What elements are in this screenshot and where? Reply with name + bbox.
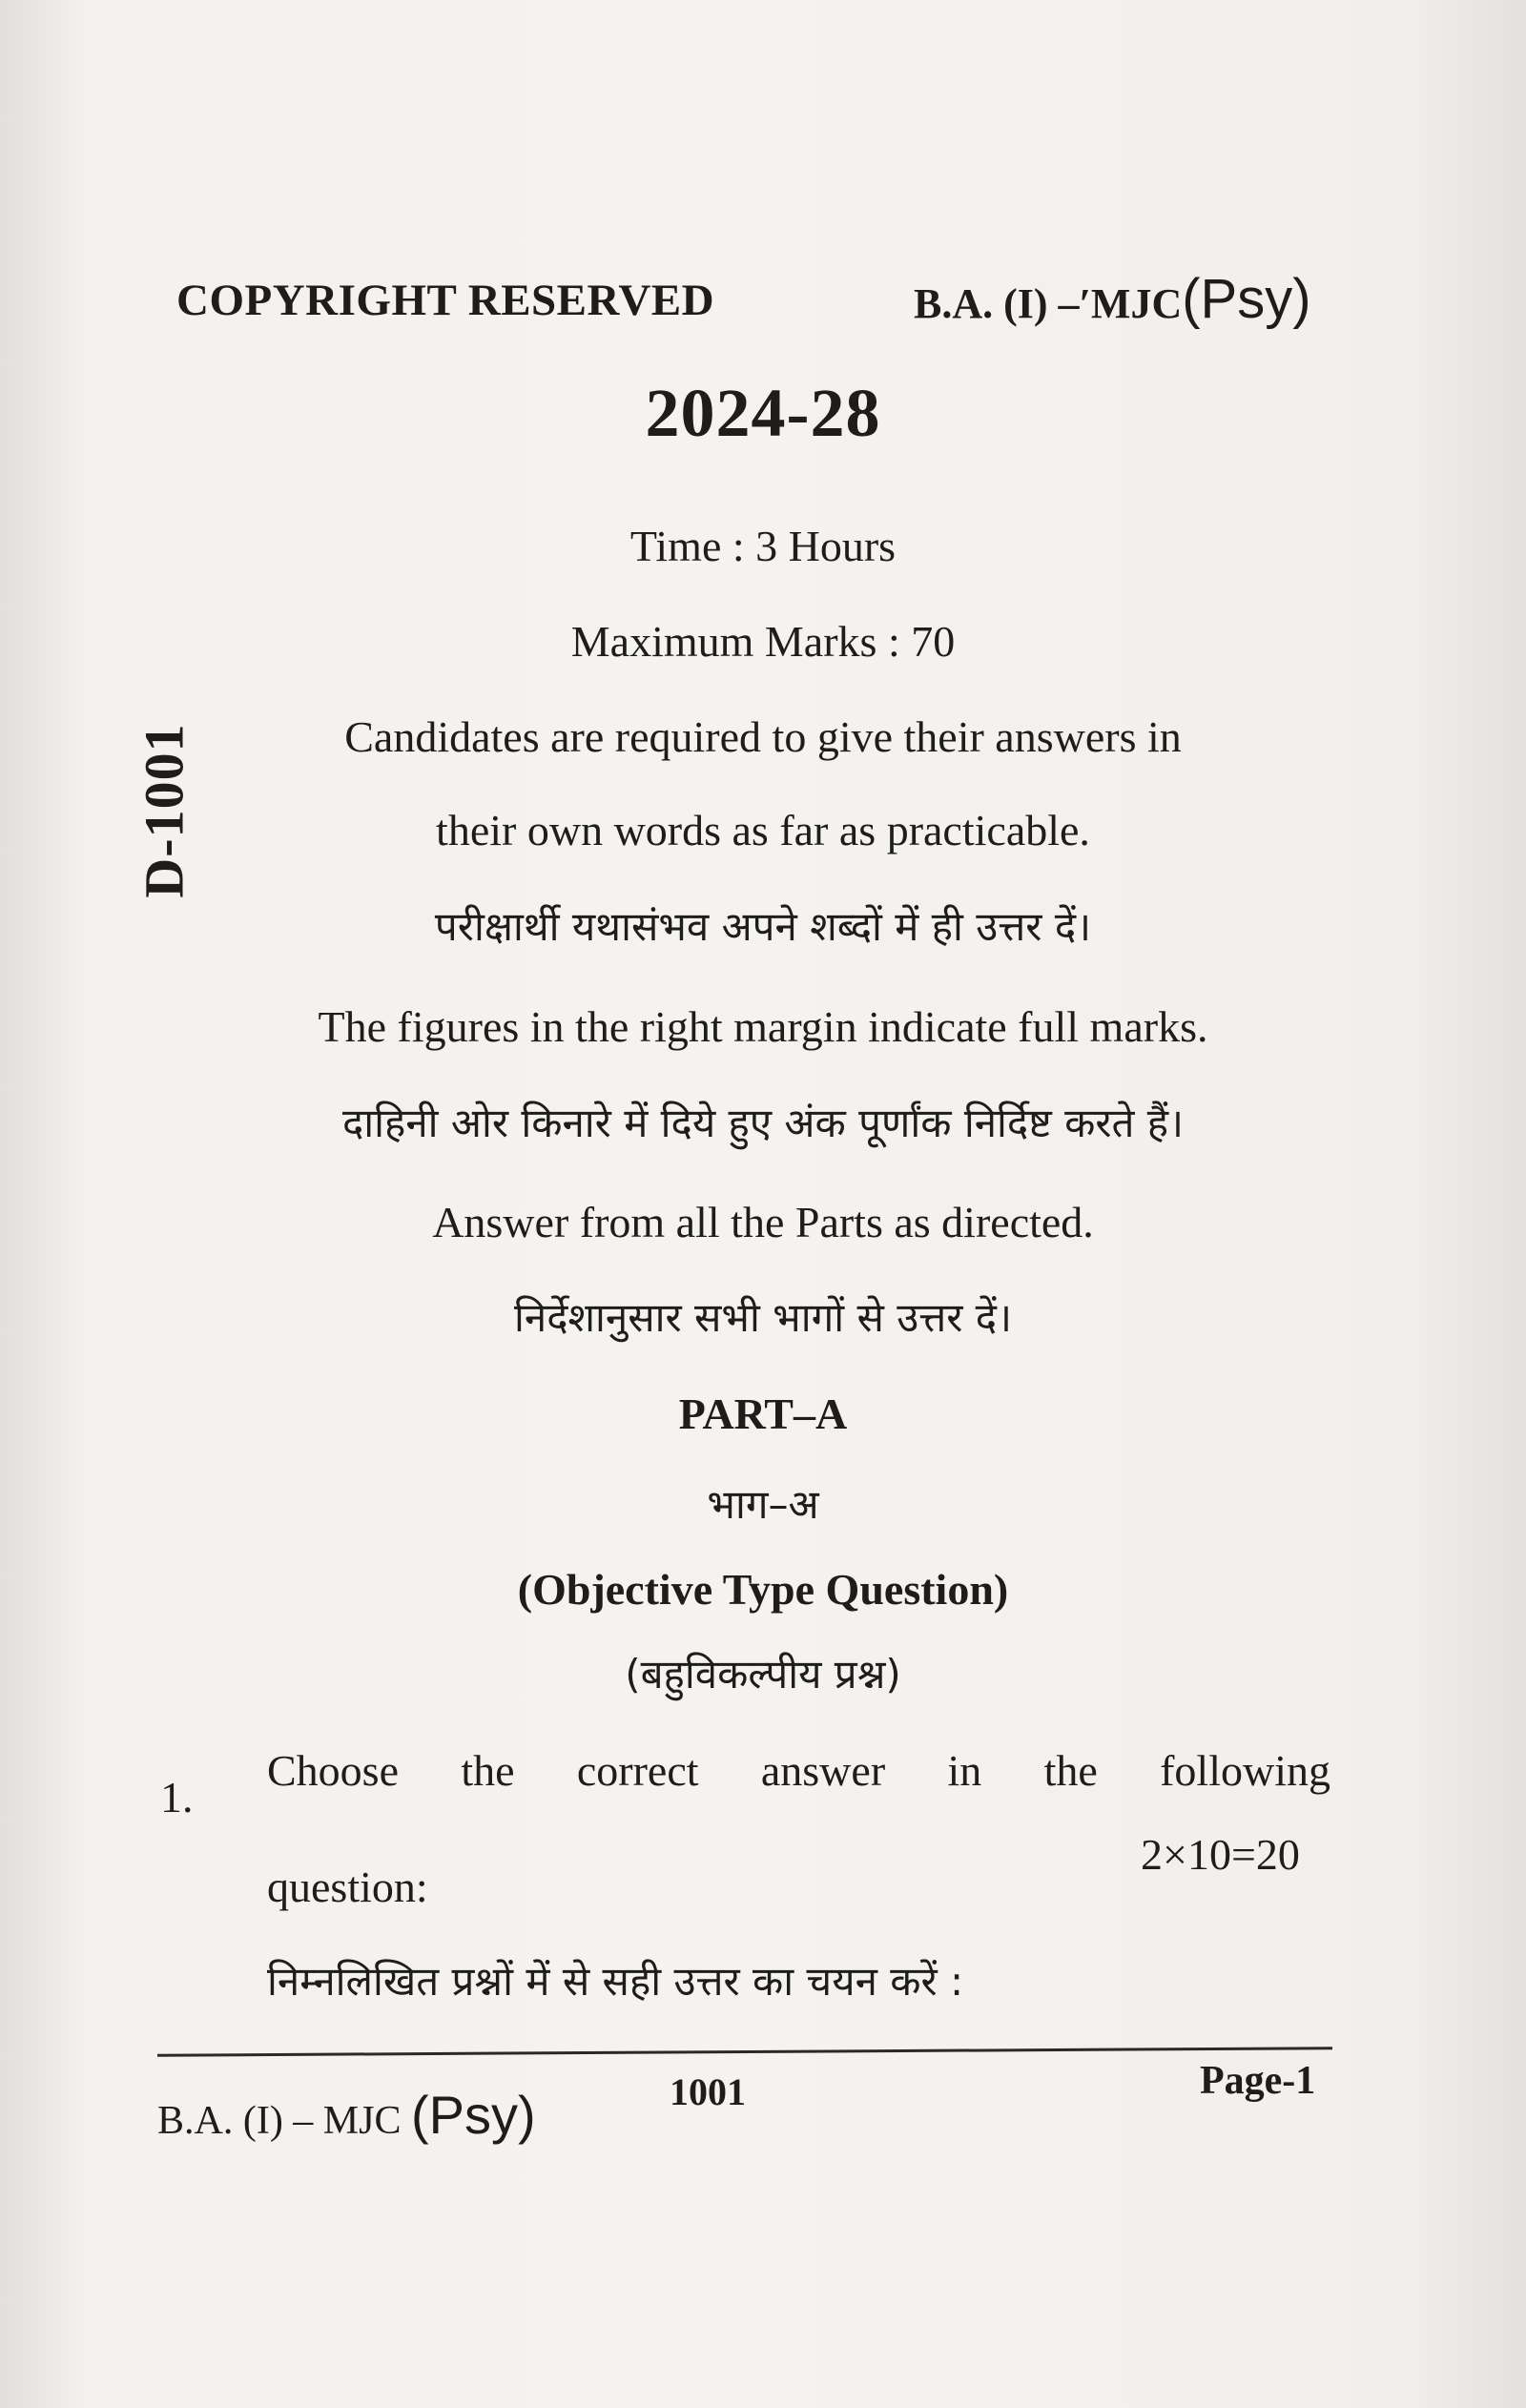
- question-marks: 2×10=20: [1141, 1830, 1300, 1879]
- footer-divider: [157, 2047, 1332, 2057]
- instruction-parts-en: Answer from all the Parts as directed.: [432, 1198, 1094, 1246]
- question-type-en: (Objective Type Question): [517, 1565, 1009, 1614]
- exam-duration: Time : 3 Hours: [629, 522, 897, 570]
- paper-code-vertical: D-1001: [133, 723, 196, 898]
- footer-paper-code: 1001: [670, 2070, 746, 2113]
- instruction-marks-hi: दाहिनी ओर किनारे में दिये हुए अंक पूर्णांक निर्दिष्ट करते हैं।: [341, 1100, 1185, 1146]
- course-code-header: [914, 267, 1311, 331]
- instruction-parts-hi: निर्देशानुसार सभी भागों से उत्तर दें।: [514, 1294, 1012, 1341]
- copyright-notice: COPYRIGHT RESERVED: [176, 276, 715, 325]
- part-heading-hi: भाग–अ: [707, 1481, 819, 1528]
- instruction-own-words-en-line1: Candidates are required to give their answers in: [344, 712, 1182, 761]
- footer-course-prefix: B.A. (I) – MJC: [157, 2099, 412, 2143]
- question-text-line1: Choose the correct answer in the following: [267, 1746, 1330, 1795]
- footer-course-subject: (Psy): [411, 2085, 536, 2145]
- footer-course-code: [157, 2084, 536, 2146]
- course-code-prefix: B.A. (I) –ʹMJC: [914, 280, 1183, 327]
- question-text-hi: निम्नलिखित प्रश्नों में से सही उत्तर का चयन करें :: [267, 1958, 964, 2005]
- question-text-line2: question:: [267, 1863, 428, 1911]
- session-year: 2024-28: [645, 375, 881, 451]
- maximum-marks: Maximum Marks : 70: [570, 617, 956, 666]
- page-number: Page-1: [1200, 2059, 1316, 2103]
- question-number: 1.: [160, 1773, 194, 1821]
- part-heading-en: PART–A: [678, 1389, 848, 1438]
- question-type-hi: (बहुविकल्पीय प्रश्न): [625, 1651, 901, 1698]
- instruction-own-words-en-line2: their own words as far as practicable.: [436, 806, 1090, 854]
- course-subject: (Psy): [1182, 268, 1311, 330]
- instruction-own-words-hi: परीक्षार्थी यथासंभव अपने शब्दों में ही उत्तर दें।: [434, 903, 1092, 950]
- instruction-marks-en: The figures in the right margin indicate full marks.: [318, 1002, 1208, 1051]
